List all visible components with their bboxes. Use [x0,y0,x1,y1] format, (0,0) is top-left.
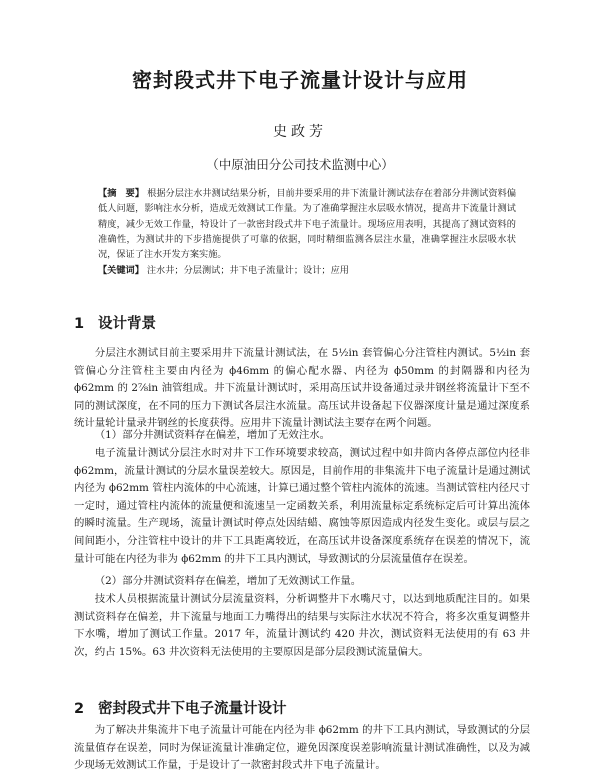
body-paragraph: 分层注水测试目前主要采用井下流量计测试法，在 5½in 套管偏心分注管柱内测试。5½in 套管偏心分注管柱主要由内径为 ϕ46mm 的偏心配水器、内径为 ϕ50mm 的封隔器和内径为 ϕ62mm 的 2⅞in 油管组成。井下流量计测试时，采用高压试井设备通过录井钢丝将流量计下至不同的测试深度，在不同的压力下测试各层注水流量。高压试井设备起下仪器深度计量是通过深度系统计量轮计量录井钢丝的长度获得。应用井下流量计测试法主要存在两个问题。 [74,347,530,430]
paper-title: 密封段式井下电子流量计设计与应用 [132,68,468,92]
abstract-label: 【摘 要】 [98,188,145,199]
body-paragraph: 电子流量计测试分层注水时对井下工作环境要求较高，测试过程中如井筒内各停点部位内径非 ϕ62mm，流量计测试的分层水量误差较大。原因是，目前作用的非集流井下电子流量计是通过测试内径为 ϕ62mm 管柱内流体的中心流速，计算已通过整个管柱内流体的流速。当测试管柱内径尺寸一定时，通过管柱内流体的流量便和流速呈一定函数关系，利用流量标定系统标定后可计算出流体的瞬时流量。生产现场，流量计测试时停点处因结蜡、腐蚀等原因造成内径发生变化。或层与层之间间距小，分注管柱中设计的井下工具距离较近，在高压试井设备深度系统存在误差的情况下，流量计可能在内径为非为 ϕ62mm 的井下工具内测试，导致测试的分层流量值存在误差。 [74,447,530,565]
section-number: 1 [74,316,85,332]
section-heading [74,312,156,333]
keywords-label: 【关键词】 [98,265,144,276]
abstract-text: 根据分层注水井测试结果分析，目前井要采用的井下流量计测试法存在着部分井测试资料偏低人问题，影响注水分析，造成无效测试工作量。为了准确掌握注水层吸水情况，提高井下流量计测试精度，减少无效工作量，特设计了一款密封段式井下电子流量计。现场应用表明，其提高了测试资料的准确性，为测试井的下步措施提供了可靠的依据，同时精细监测各层注水量，准确掌握注水层吸水状况，保证了注水开发方案实施。 [98,188,517,261]
section-title: 密封段式井下电子流量计设计 [98,701,287,717]
author: 史政芳 [273,124,327,140]
body-paragraph: 为了解决井集流井下电子流量计可能在内径为非 ϕ62mm 的井下工具内测试，导致测试的分层流量值存在误差，同时为保证流量计准确定位，避免因深度误差影响流量计测试准确性，以及为减少现场无效测试工作量，于是设计了一款密封段式井下电子流量计。 [74,724,530,772]
keywords [98,263,516,278]
keywords-text: 注水井；分层测试；井下电子流量计；设计；应用 [146,265,349,276]
section-heading [74,697,287,718]
section-title: 设计背景 [98,316,156,332]
abstract [98,186,516,262]
section-number: 2 [74,701,85,717]
body-paragraph: 技术人员根据流量计测试分层流量资料，分析调整井下水嘴尺寸，以达到地质配注目的。如果测试资料存在偏差，井下流量与地面工力嘴得出的结果与实际注水状况不符合，将多次重复调整井下水嘴，增加了测试工作量。2017 年，流量计测试约 420 井次，测试资料无法使用的有 63 井次，约占 15%。63 井次资料无法使用的主要原因是部分层段测试流量偏大。 [74,593,530,658]
list-item: （1）部分井测试资料存在偏差，增加了无效注水。 [94,429,330,441]
list-item: （2）部分井测试资料存在偏差，增加了无效测试工作量。 [94,575,362,587]
affiliation: （中原油田分公司技术监测中心） [206,157,394,172]
